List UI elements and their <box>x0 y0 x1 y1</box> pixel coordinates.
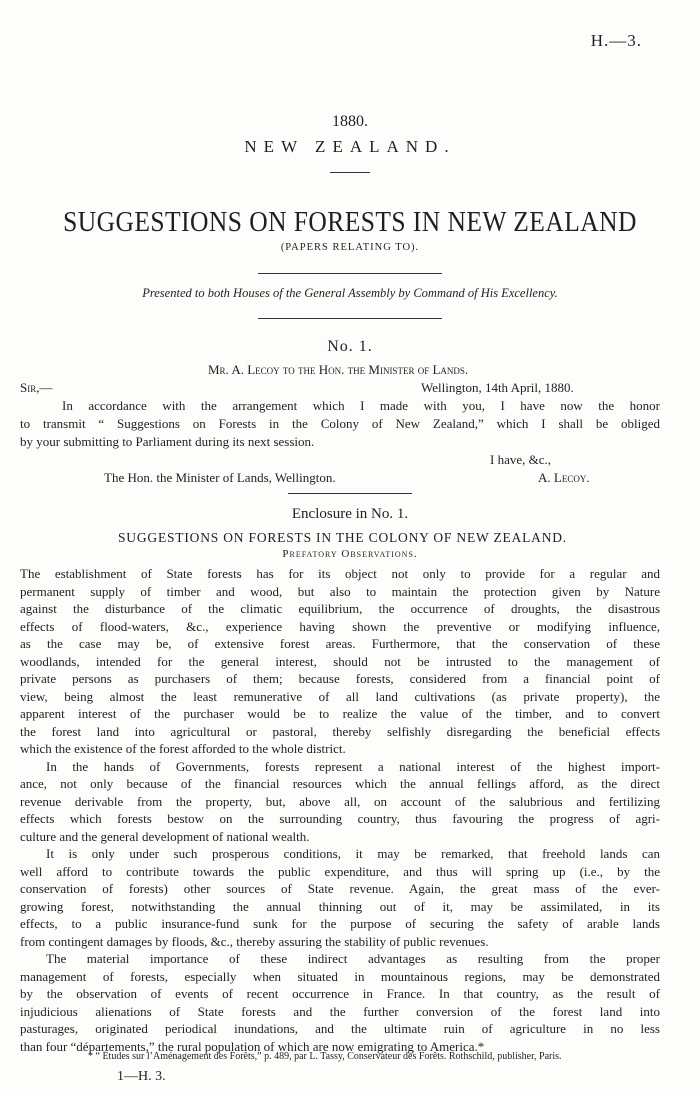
country-heading: NEW ZEALAND. <box>244 137 456 156</box>
page-footer: 1—H. 3. <box>117 1069 166 1084</box>
body-line: ance, not only because of the financial resources which the annual fellings afford, as the direct <box>20 776 660 791</box>
place-date: Wellington, 14th April, 1880. <box>421 380 574 395</box>
body-line: by the observation of events of recent occurrence in France. In that country, as the result of <box>20 986 660 1001</box>
body-line: The material importance of these indirect advantages as resulting from the proper <box>46 951 660 966</box>
letter-number: No. 1. <box>327 338 373 355</box>
body-line: It is only under such prosperous conditions, it may be remarked, that freehold lands can <box>46 846 660 861</box>
body-line: injudicious alienations of State forests and the further conversion of the forest land into <box>20 1003 660 1019</box>
letter-from-to-text: Mr. A. Lecoy to the Hon. the Minister of Lands. <box>208 362 469 377</box>
addressee: The Hon. the Minister of Lands, Wellington. <box>104 470 336 485</box>
body-line: revenue derivable from the property, but, above all, on account of the salubrious and fertilizing <box>20 793 660 809</box>
closing: I have, &c., <box>490 452 552 467</box>
body-line: In the hands of Governments, forests represent a national interest of the highest import- <box>46 758 660 774</box>
letter-line: by your submitting to Parliament during its next session. <box>20 434 315 449</box>
body-line: culture and the general development of national wealth. <box>20 828 310 844</box>
body-line: The establishment of State forests has for its object not only to provide for a regular and <box>20 566 660 581</box>
body-line: effects of flood-waters, &c., experience having shown the preventive or modifying influence, <box>20 618 660 634</box>
body-line: private persons as purchasers of them; because forests, considered from a financial point of <box>20 671 660 686</box>
body-line: growing forest, notwithstanding the annual thinning out of it, may be assimilated, in its <box>20 898 660 914</box>
enclosure-heading: Enclosure in No. 1. <box>291 506 409 522</box>
body-line: against the disturbance of the climatic equilibrium, the occurrence of droughts, the disastrous <box>20 601 660 616</box>
divider-rule <box>258 273 442 274</box>
body-line: permanent supply of timber and wood, but also to maintain the protection given by Nature <box>20 583 660 599</box>
letter-from-to <box>208 362 468 378</box>
body-line: management of forests, especially when situated in mountainous regions, may be demonstrated <box>20 968 660 984</box>
letter-line: In accordance with the arrangement which I made with you, I have now the honor <box>62 398 660 413</box>
body-line: from contingent damages by floods, &c., thereby assuring the stability of public revenues. <box>20 933 489 949</box>
footnote: * “ Études sur l’Aménagement des Forêts,” p. 489, par L. Tassy, Conservateur des Forêts. Rothschild, publisher, Paris. <box>88 1051 562 1062</box>
body-line: as the case may be, of extensive forest areas. Furthermore, that the conservation of these <box>20 636 660 651</box>
signature: A. Lecoy. <box>538 470 590 485</box>
body-line: pasturages, originated periodical inundations, and the ultimate ruin of agriculture in no less <box>20 1021 660 1036</box>
year: 1880. <box>332 113 368 130</box>
body-line: apparent interest of the purchaser would be to realize the value of the timber, and to convert <box>20 706 660 721</box>
letter-line: to transmit “ Suggestions on Forests in the Colony of New Zealand,” which I shall be obliged <box>20 416 660 431</box>
enclosure-title: SUGGESTIONS ON FORESTS IN THE COLONY OF NEW ZEALAND. <box>118 530 567 545</box>
divider-rule <box>288 493 412 494</box>
presentation-note: Presented to both Houses of the General Assembly by Command of His Excellency. <box>142 286 558 300</box>
divider-rule <box>330 172 370 173</box>
body-line: view, being almost the least remunerative of all land cultivations (as private property), the <box>20 688 660 704</box>
body-line: effects which forests bestow on the surrounding country, thus favouring the progress of agri- <box>20 811 660 826</box>
salutation: Sir,— <box>20 380 53 395</box>
section-heading: Prefatory Observations. <box>282 548 418 560</box>
page-identifier: H.—3. <box>590 31 642 50</box>
body-line: than four “départements,” the rural population of which are now emigrating to America.* <box>20 1038 485 1054</box>
body-line: the forest land into agricultural or pastoral, thereby selfishly disregarding the beneficial effects <box>20 723 660 739</box>
body-line: which the existence of the forest afforded to the whole district. <box>20 741 346 756</box>
body-line: well afford to contribute towards the public expenditure, and thus will spring up (i.e., by the <box>20 863 660 879</box>
body-line: conservation of forests) other sources of State revenue. Again, the great mass of the ever- <box>20 881 660 896</box>
divider-rule <box>258 318 442 319</box>
document-title: SUGGESTIONS ON FORESTS IN NEW ZEALAND <box>63 206 637 238</box>
document-subtitle: (PAPERS RELATING TO). <box>280 242 420 253</box>
body-line: effects, to a public insurance-fund sunk for the purpose of securing the safety of arable lands <box>20 916 660 931</box>
body-line: woodlands, intended for the general interest, should not be intrusted to the management of <box>20 653 660 669</box>
